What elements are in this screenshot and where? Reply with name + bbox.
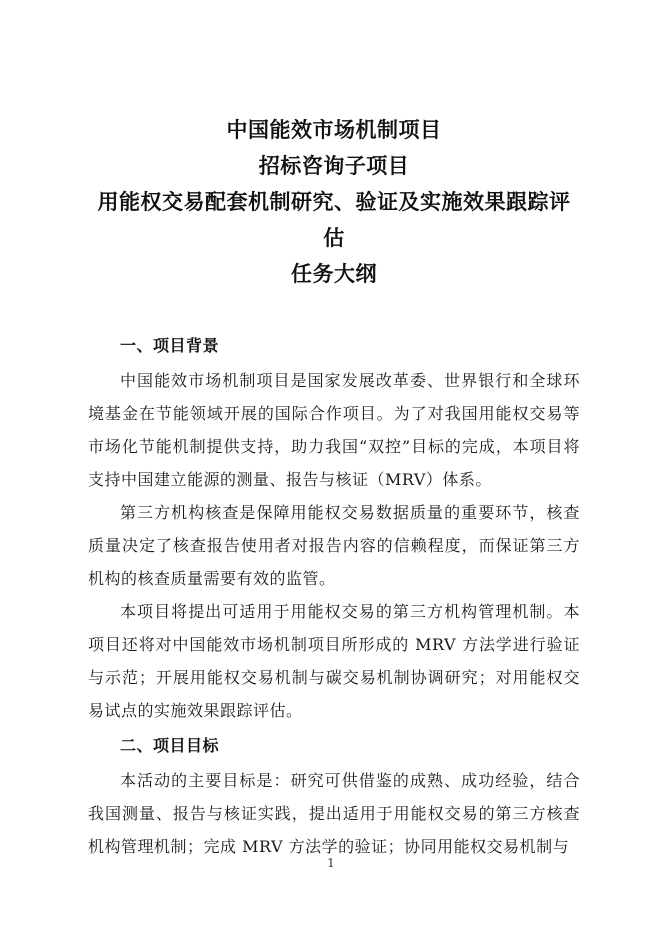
title-line-2: 招标咨询子项目	[258, 153, 410, 178]
paragraph-background-2: 第三方机构核查是保障用能权交易数据质量的重要环节，核查质量决定了核查报告使用者对报告内容的信赖程度，而保证第三方机构的核查质量需要有效的监管。	[88, 503, 580, 588]
title-line-4: 任务大纲	[291, 261, 377, 286]
paragraph-objectives-1: 本活动的主要目标是：研究可供借鉴的成熟、成功经验，结合我国测量、报告与核证实践，提出适用于用能权交易的第三方核查机构管理机制；完成 MRV 方法学的验证；协同用能权交易机制与	[88, 771, 580, 856]
page-number: 1	[327, 856, 335, 870]
section-heading-background: 一、项目背景	[120, 336, 220, 355]
paragraph-background-1: 中国能效市场机制项目是国家发展改革委、世界银行和全球环境基金在节能领域开展的国际合作项目。为了对我国用能权交易等市场化节能机制提供支持，助力我国“双控”目标的完成，本项目将支持中国建立能源的测量、报告与核证（MRV）体系。	[88, 371, 580, 489]
title-line-1: 中国能效市场机制项目	[226, 117, 442, 142]
paragraph-background-3: 本项目将提出可适用于用能权交易的第三方机构管理机制。本项目还将对中国能效市场机制项目所形成的 MRV 方法学进行验证与示范；开展用能权交易机制与碳交易机制协调研究；对用能权交易试点的实施效果跟踪评估。	[88, 602, 580, 720]
section-heading-objectives: 二、项目目标	[120, 736, 220, 755]
title-line-3: 用能权交易配套机制研究、验证及实施效果跟踪评估	[97, 189, 571, 250]
document-title	[88, 112, 580, 292]
